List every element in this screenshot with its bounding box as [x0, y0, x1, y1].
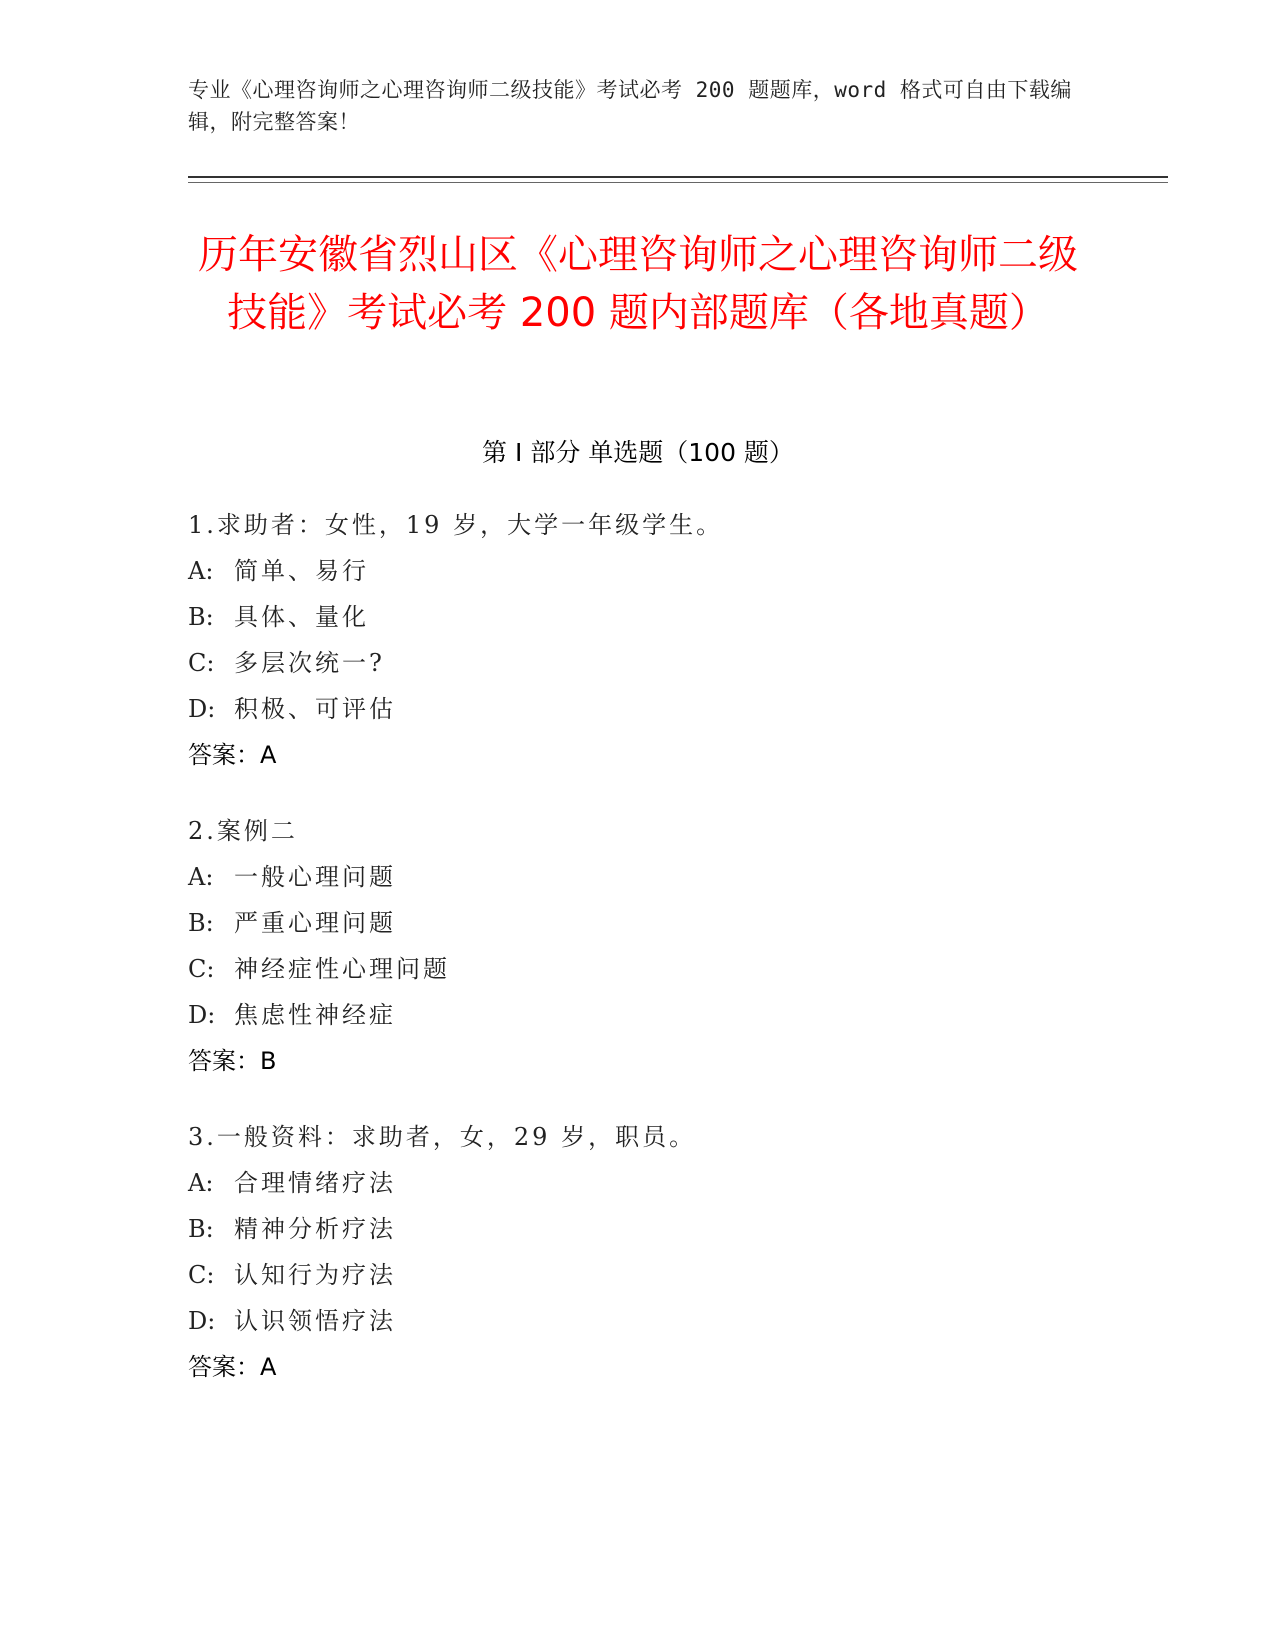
document-title: 历年安徽省烈山区《心理咨询师之心理咨询师二级技能》考试必考 200 题内部题库（各地真题）	[198, 232, 1078, 336]
header-divider-thick	[188, 176, 1168, 178]
option-text: 积极、可评估	[234, 695, 396, 723]
option-text: 精神分析疗法	[234, 1215, 396, 1243]
option-letter: B:	[188, 603, 214, 631]
option-c	[188, 1252, 1088, 1298]
option-text: 神经症性心理问题	[234, 955, 450, 983]
option-d	[188, 1298, 1088, 1344]
option-d	[188, 992, 1088, 1038]
option-letter: C:	[188, 1261, 215, 1289]
option-a	[188, 548, 1088, 594]
option-a	[188, 1160, 1088, 1206]
question-block	[188, 1114, 1088, 1390]
question-block	[188, 502, 1088, 778]
option-text: 具体、量化	[234, 603, 369, 631]
answer-line: 答案：B	[188, 1047, 277, 1075]
question-block	[188, 808, 1088, 1084]
option-text: 多层次统一?	[234, 649, 385, 677]
option-a	[188, 854, 1088, 900]
option-text: 焦虑性神经症	[234, 1001, 396, 1029]
question-stem: 2.案例二	[188, 817, 298, 845]
option-letter: B:	[188, 909, 214, 937]
option-c	[188, 946, 1088, 992]
answer-line: 答案：A	[188, 741, 277, 769]
option-d	[188, 686, 1088, 732]
option-text: 合理情绪疗法	[234, 1169, 396, 1197]
option-letter: B:	[188, 1215, 214, 1243]
option-letter: D:	[188, 1307, 216, 1335]
option-letter: C:	[188, 649, 215, 677]
option-c	[188, 640, 1088, 686]
option-text: 简单、易行	[234, 557, 369, 585]
section-heading: 第 I 部分 单选题（100 题）	[482, 438, 794, 467]
question-stem: 1.求助者：女性，19 岁，大学一年级学生。	[188, 511, 724, 539]
option-text: 严重心理问题	[234, 909, 396, 937]
option-b	[188, 900, 1088, 946]
option-letter: D:	[188, 1001, 216, 1029]
option-letter: C:	[188, 955, 215, 983]
header-note: 专业《心理咨询师之心理咨询师二级技能》考试必考 200 题题库，word 格式可自由下载编辑，附完整答案！	[188, 78, 1072, 134]
answer-line: 答案：A	[188, 1353, 277, 1381]
question-stem: 3.一般资料：求助者，女，29 岁，职员。	[188, 1123, 697, 1151]
option-text: 认知行为疗法	[234, 1261, 396, 1289]
option-b	[188, 594, 1088, 640]
option-text: 认识领悟疗法	[234, 1307, 396, 1335]
option-letter: A:	[188, 863, 214, 891]
option-text: 一般心理问题	[234, 863, 396, 891]
option-letter: A:	[188, 1169, 214, 1197]
header-divider-thin	[188, 182, 1168, 183]
option-letter: D:	[188, 695, 216, 723]
option-letter: A:	[188, 557, 214, 585]
option-b	[188, 1206, 1088, 1252]
